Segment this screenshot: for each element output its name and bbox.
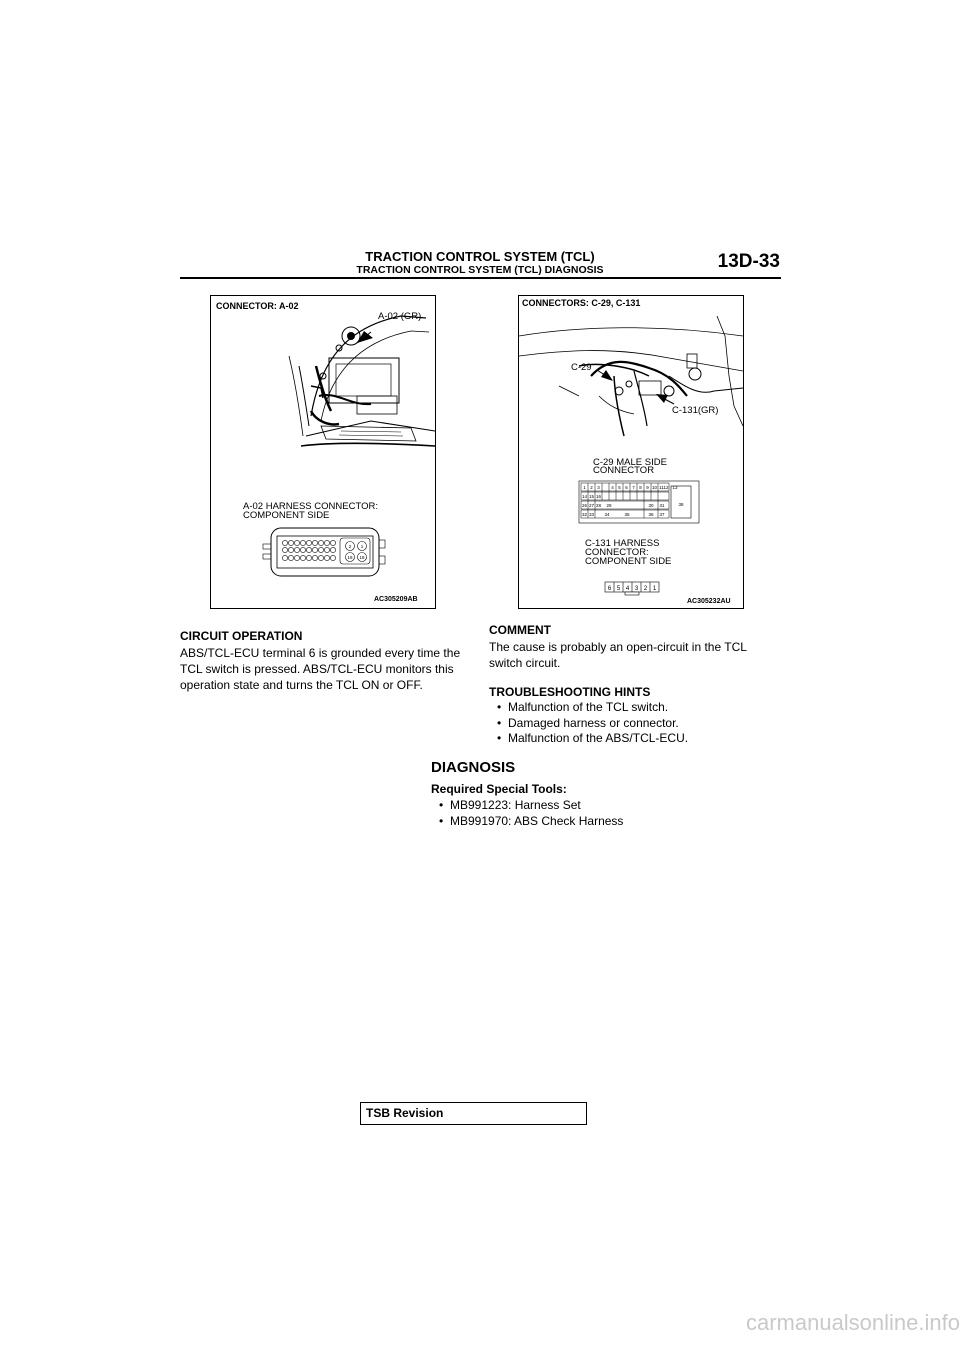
c29-pin: 13 bbox=[672, 485, 678, 490]
comment-heading: COMMENT bbox=[489, 623, 551, 637]
c29-pin: 3 bbox=[597, 485, 600, 490]
c29-pin: 9 bbox=[646, 485, 649, 490]
c131-label: C-131 HARNESS bbox=[585, 538, 660, 549]
c131-pin: 3 bbox=[634, 586, 639, 592]
callout-c131: C-131(GR) bbox=[672, 405, 719, 416]
c29-pin: 11 bbox=[659, 485, 664, 490]
circuit-operation-text bbox=[180, 645, 460, 693]
c29-pin: 29 bbox=[606, 503, 612, 508]
a02-pin-label: 2 bbox=[348, 544, 352, 549]
c29-pin: 34 bbox=[604, 512, 610, 517]
text-line: ABS/TCL-ECU terminal 6 is grounded every time the bbox=[180, 646, 461, 660]
c29-pin: 6 bbox=[625, 485, 628, 490]
connector-label: COMPONENT SIDE bbox=[243, 510, 330, 521]
c131-label: CONNECTOR: bbox=[585, 547, 649, 558]
c131-pin: 1 bbox=[652, 586, 657, 592]
troubleshooting-heading: TROUBLESHOOTING HINTS bbox=[489, 685, 651, 699]
a02-pin-label: 1 bbox=[360, 544, 364, 549]
section-title: TRACTION CONTROL SYSTEM (TCL) bbox=[365, 249, 595, 264]
callout-c29: C-29 bbox=[571, 362, 592, 373]
c29-label: CONNECTOR bbox=[593, 465, 655, 476]
page-number: 13D-33 bbox=[717, 251, 780, 272]
list-item: • Malfunction of the TCL switch. bbox=[493, 700, 688, 716]
figure-id: AC305232AU bbox=[687, 598, 731, 605]
a02-pin-label: 19 bbox=[347, 555, 353, 560]
c29-pin: 15 bbox=[588, 494, 595, 499]
figure-id: AC305209AB bbox=[374, 596, 418, 603]
callout-a02: A-02 (GR) bbox=[378, 311, 422, 322]
c29-pin: 37 bbox=[659, 512, 665, 517]
comment-text bbox=[489, 639, 747, 671]
c131-pin: 6 bbox=[607, 586, 612, 592]
text-line: switch circuit. bbox=[489, 656, 561, 670]
figure-title: CONNECTORS: C-29, C-131 bbox=[522, 298, 641, 308]
text-line: operation state and turns the TCL ON or OFF. bbox=[180, 678, 423, 692]
c29-pin: 30 bbox=[648, 503, 654, 508]
engine-bay-illustration bbox=[211, 296, 435, 608]
c131-label: COMPONENT SIDE bbox=[585, 556, 672, 567]
troubleshooting-list bbox=[493, 700, 688, 747]
list-item: • MB991970: ABS Check Harness bbox=[435, 814, 623, 830]
c29-pin: 4 bbox=[611, 485, 614, 490]
circuit-operation-heading: CIRCUIT OPERATION bbox=[180, 629, 303, 643]
section-subtitle: TRACTION CONTROL SYSTEM (TCL) DIAGNOSIS bbox=[356, 264, 604, 276]
text-line: The cause is probably an open-circuit in the TCL bbox=[489, 640, 747, 654]
c29-pin: 27 bbox=[588, 503, 595, 508]
c29-pin: 1 bbox=[583, 485, 586, 490]
header-rule bbox=[180, 277, 781, 279]
c131-pin: 4 bbox=[625, 586, 630, 592]
c131-pin: 2 bbox=[643, 586, 648, 592]
list-item: • Damaged harness or connector. bbox=[493, 716, 688, 732]
c29-pin: 35 bbox=[624, 512, 630, 517]
figure-connectors-c29-c131 bbox=[518, 295, 744, 609]
text-line: TCL switch is pressed. ABS/TCL-ECU monitors this bbox=[180, 662, 454, 676]
c29-pin: 12 bbox=[663, 485, 669, 490]
c29-pin: 5 bbox=[618, 485, 621, 490]
c29-pin: 2 bbox=[590, 485, 593, 490]
c29-pin-large: 38 bbox=[678, 502, 684, 507]
c131-pin: 5 bbox=[616, 586, 621, 592]
list-item: • MB991223: Harness Set bbox=[435, 798, 623, 814]
watermark: carmanualsonline.info bbox=[745, 1310, 960, 1335]
figure-connector-a02 bbox=[210, 295, 436, 609]
tools-list bbox=[435, 798, 623, 829]
c29-pin: 16 bbox=[595, 494, 602, 499]
c29-pin: 8 bbox=[639, 485, 642, 490]
c29-pin: 10 bbox=[651, 485, 658, 490]
tools-heading: Required Special Tools: bbox=[431, 782, 567, 796]
c29-pin: 36 bbox=[648, 512, 654, 517]
c29-pin: 33 bbox=[588, 512, 595, 517]
c29-pin: 26 bbox=[581, 503, 588, 508]
figure-title: CONNECTOR: A-02 bbox=[216, 301, 299, 311]
diagnosis-heading: DIAGNOSIS bbox=[431, 759, 516, 776]
c29-pin: 14 bbox=[581, 494, 588, 499]
c29-label: C-29 MALE SIDE bbox=[593, 457, 667, 468]
a02-pin-label: 18 bbox=[359, 555, 365, 560]
c29-pin: 32 bbox=[581, 512, 588, 517]
connector-label: A-02 HARNESS CONNECTOR: bbox=[243, 501, 378, 512]
list-item: • Malfunction of the ABS/TCL-ECU. bbox=[493, 731, 688, 747]
c29-pin: 28 bbox=[595, 503, 602, 508]
c29-pin: 31 bbox=[659, 503, 665, 508]
tsb-revision-label: TSB Revision bbox=[366, 1106, 444, 1120]
c29-pin: 7 bbox=[632, 485, 635, 490]
